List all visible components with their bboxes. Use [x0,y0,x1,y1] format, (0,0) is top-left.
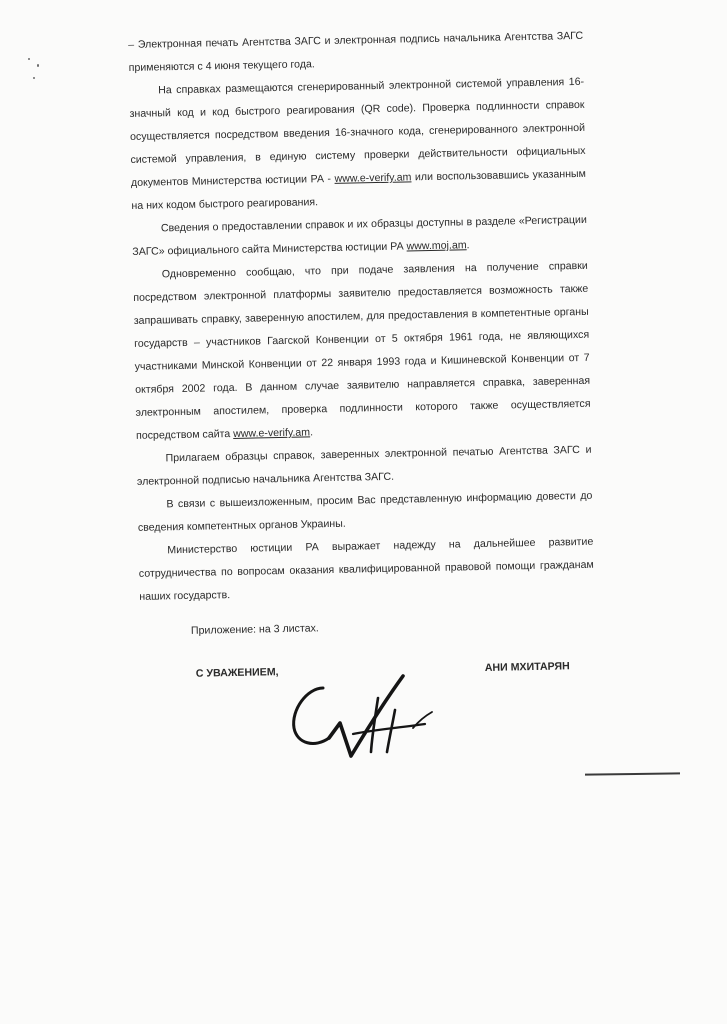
paragraph-text: В связи с вышеизложенным, просим Вас представленную информацию довести до сведения компетентных органов Украины. [137,489,593,534]
signatory-name: АНИ МХИТАРЯН [484,660,570,674]
paragraph-text: . [466,239,470,252]
scan-speck [37,64,39,67]
paragraph-text: Одновременно сообщаю, что при подаче заявления на получение справки посредством электронной платформы заявителю предоставляется возможность также запрашивать справку, заверенную апостилем, для предоставления в компетентные органы государств – участников Гаагской Конвенции от 5 октября 1961 года, не являющихся участниками Минской Конвенции от 22 января 1993 года и Кишиневской Конвенции от 7 октября 2002 года. В данном случае заявителю направляется справка, заверенная электронным апостилем, проверка подлинности которого также осуществляется посредством сайта [133,259,591,442]
paragraph-text: На справках размещаются сгенерированный электронной системой управления 16-значный код и код быстрого реагирования (QR code). Проверка подлинности справок осуществляется посредством введения 16-значного кода, сгенерированного электронной системой управления, в единую систему проверки действительности официальных документов Министерства юстиции РА - [129,75,586,189]
scan-speck [33,77,35,79]
scan-speck [28,58,30,60]
divider-line [585,772,680,775]
e-verify-link[interactable]: www.e-verify.am [334,171,412,185]
paragraph-text: Сведения о предоставлении справок и их образцы доступны в разделе «Регистрации ЗАГС» официального сайта Министерства юстиции РА [132,213,587,258]
paragraph-text: Прилагаем образцы справок, заверенных электронной печатью Агентства ЗАГС и электронной подписью начальника Агентства ЗАГС. [136,443,592,488]
e-verify-link-apostille[interactable]: www.e-verify.am [233,426,311,440]
paragraph-text: . [309,426,314,439]
paragraph-apostille [133,255,592,448]
paragraph-text: Министерство юстиции РА выражает надежду на дальнейшее развитие сотрудничества по вопросам оказания квалифицированной правовой помощи гражданам наших государств. [138,535,594,603]
paragraph-text: или воспользовавшись указанным на них кодом быстрого реагирования. [131,167,587,212]
closing-regards: С УВАЖЕНИЕМ, [195,666,279,680]
paragraph-verification [129,71,587,218]
paragraph-text: Электронная печать Агентства ЗАГС и электронная подпись начальника Агентства ЗАГС применяются с 4 июня текущего года. [128,29,584,74]
list-dash: – [128,38,135,51]
moj-link[interactable]: www.moj.am [406,239,467,253]
handwritten-signature [285,668,435,768]
paragraph-cooperation [138,531,594,609]
attachment-note: Приложение: на 3 листах. [190,622,319,637]
